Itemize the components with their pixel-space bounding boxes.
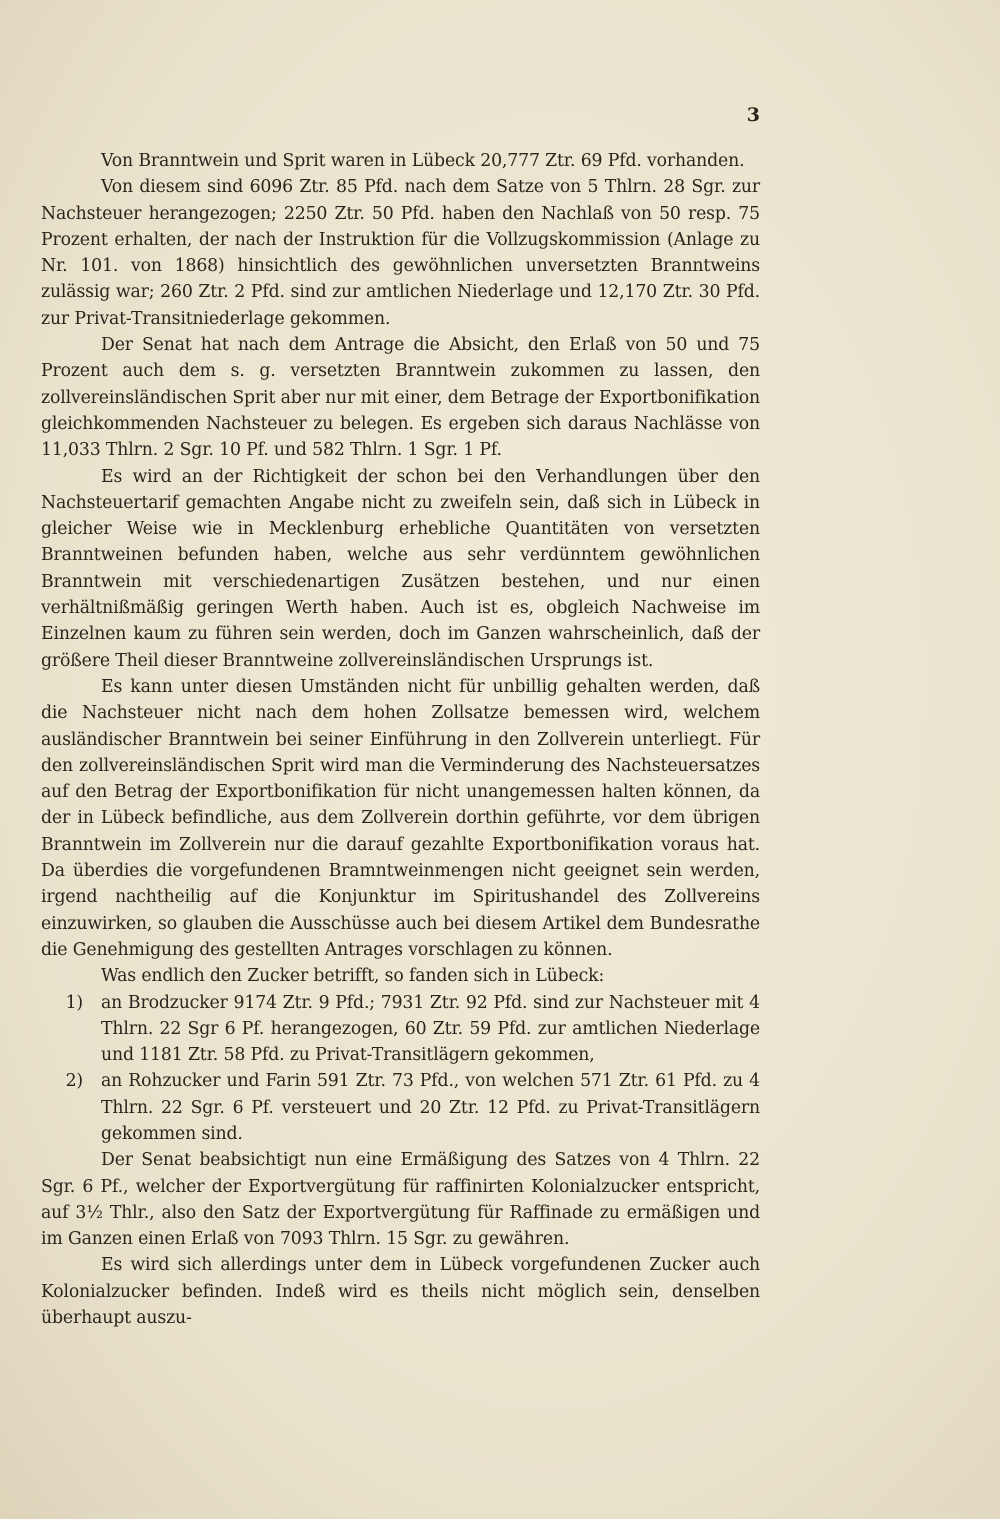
list-item-number: 2) xyxy=(65,1071,83,1092)
list-item-text: an Brodzucker 9174 Ztr. 9 Pfd.; 7931 Ztr. 92 Pfd. sind zur Nachsteuer mit 4 Thlrn. 22 Sgr 6 Pf. herangezogen, 60 Ztr. 59 Pfd. zur amtlichen Niederlage und 1181 Ztr. 58 Pfd. zu Privat-Transitlägern gekommen, xyxy=(101,992,760,1066)
body-text xyxy=(41,148,760,1331)
paragraph-5: Es kann unter diesen Umständen nicht für unbillig gehalten werden, daß die Nachsteuer nicht nach dem hohen Zollsatze bemessen wird, welchem ausländischer Branntwein bei seiner Einführung in den Zollverein unterliegt. Für den zollvereinsländischen Sprit wird man die Verminderung des Nachsteuersatzes auf den Betrag der Exportbonifikation für nicht unangemessen halten können, da der in Lübeck befindliche, aus dem Zollverein dorthin geführte, vor dem übrigen Branntwein im Zollverein nur die darauf gezahlte Exportbonifikation voraus hat. Da überdies die vorgefundenen Bramntweinmengen nicht geeignet sein werden, irgend nachtheilig auf die Konjunktur im Spiritushandel des Zollvereins einzuwirken, so glauben die Ausschüsse auch bei diesem Artikel dem Bundesrathe die Genehmigung des gestellten Antrages vorschlagen zu können. xyxy=(41,676,760,960)
paragraph-1: Von Branntwein und Sprit waren in Lübeck 20,777 Ztr. 69 Pfd. vorhanden. xyxy=(101,151,745,171)
page-number: 3 xyxy=(746,104,760,126)
paragraph-2: Von diesem sind 6096 Ztr. 85 Pfd. nach dem Satze von 5 Thlrn. 28 Sgr. zur Nachsteuer herangezogen; 2250 Ztr. 50 Pfd. haben den Nachlaß von 50 resp. 75 Prozent erhalten, der nach der Instruktion für die Vollzugskommission (Anlage zu Nr. 101. von 1868) hinsichtlich des gewöhnlichen unversetzten Branntweins zulässig war; 260 Ztr. 2 Pfd. sind zur amtlichen Niederlage und 12,170 Ztr. 30 Pfd. zur Privat-Transitniederlage gekommen. xyxy=(41,177,760,329)
paragraph-4: Es wird an der Richtigkeit der schon bei den Verhandlungen über den Nachsteuertarif gemachten Angabe nicht zu zweifeln sein, daß sich in Lübeck in gleicher Weise wie in Mecklenburg erhebliche Quantitäten von versetzten Branntweinen befunden haben, welche aus sehr verdünntem gewöhnlichen Branntwein mit verschiedenartigen Zusätzen bestehen, und nur einen verhältnißmäßig geringen Werth haben. Auch ist es, obgleich Nachweise im Einzelnen kaum zu führen sein werden, doch im Ganzen wahrscheinlich, daß der größere Theil dieser Branntweine zollvereinsländischen Ursprungs ist. xyxy=(41,466,760,671)
list-item xyxy=(41,990,760,1069)
list-item-number: 1) xyxy=(65,992,83,1013)
paragraph-3: Der Senat hat nach dem Antrage die Absicht, den Erlaß von 50 und 75 Prozent auch dem s. g. versetzten Branntwein zukommen zu lassen, den zollvereinsländischen Sprit aber nur mit einer, dem Betrage der Exportbonifikation gleichkommenden Nachsteuer zu belegen. Es ergeben sich daraus Nachlässe von 11,033 Thlrn. 2 Sgr. 10 Pf. und 582 Thlrn. 1 Sgr. 1 Pf. xyxy=(41,335,760,461)
list-item xyxy=(41,1068,760,1147)
paragraph-6: Was endlich den Zucker betrifft, so fanden sich in Lübeck: xyxy=(101,966,605,987)
list-item-text: an Rohzucker und Farin 591 Ztr. 73 Pfd., von welchen 571 Ztr. 61 Pfd. zu 4 Thlrn. 22 Sgr. 6 Pf. versteuert und 20 Ztr. 12 Pfd. zu Privat-Transitlägern gekommen sind. xyxy=(101,1071,760,1144)
paragraph-7: Der Senat beabsichtigt nun eine Ermäßigung des Satzes von 4 Thlrn. 22 Sgr. 6 Pf., welcher der Exportvergütung für raffinirten Kolonialzucker entspricht, auf 3½ Thlr., also den Satz der Exportvergütung für Raffinade zu ermäßigen und im Ganzen einen Erlaß von 7093 Thlrn. 15 Sgr. zu gewähren. xyxy=(41,1150,760,1250)
paragraph-8: Es wird sich allerdings unter dem in Lübeck vorgefundenen Zucker auch Kolonialzucker befinden. Indeß wird es theils nicht möglich sein, denselben überhaupt auszu- xyxy=(41,1255,760,1329)
